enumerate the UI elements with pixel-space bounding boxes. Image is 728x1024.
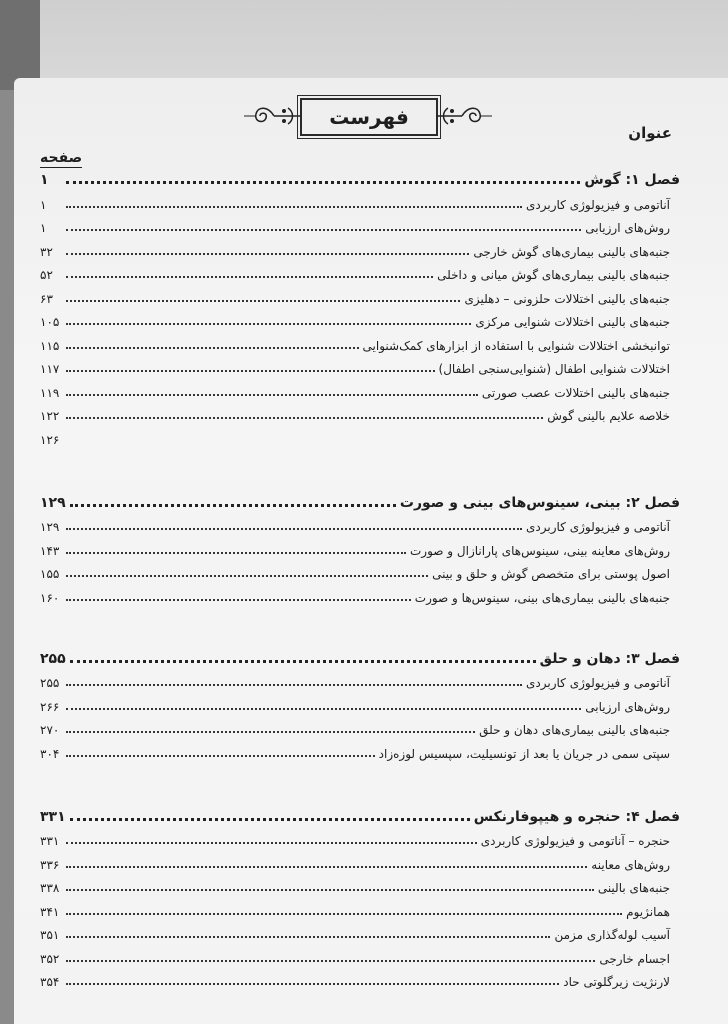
chapter-heading[interactable]: [40, 799, 680, 825]
item-page-number: ۳۰۴: [40, 746, 60, 761]
item-page-number: ۲۵۵: [40, 676, 60, 690]
item-page-number: ۳۵۴: [40, 975, 60, 989]
chapter-gap: [40, 761, 680, 799]
dot-leader: [66, 707, 581, 710]
item-title: جنبه‌های بالینی بیماری‌های دهان و حلق: [479, 723, 670, 737]
dot-leader: [66, 888, 594, 891]
chapter-heading[interactable]: [40, 641, 680, 667]
dot-leader: [66, 393, 478, 396]
dot-leader: [66, 935, 550, 938]
column-title-heading: عنوان: [628, 124, 672, 142]
item-title: آسیب لوله‌گذاری مزمن: [554, 928, 670, 942]
chapter-heading[interactable]: [40, 485, 680, 511]
list-item[interactable]: [40, 306, 680, 330]
item-title: روش‌های ارزیابی: [585, 699, 670, 714]
item-page-number: ۲۷۰: [40, 723, 60, 737]
chapter-title: فصل ۲: بینی، سینوس‌های بینی و صورت: [399, 494, 680, 511]
dot-leader: [66, 299, 460, 302]
dot-leader: [66, 982, 559, 985]
ornament-left-icon: [244, 102, 300, 130]
item-title: روش‌های معاینه: [591, 857, 670, 872]
chapter-page-number: ۱۲۹: [40, 494, 66, 511]
item-page-number: ۱: [40, 221, 47, 235]
list-item[interactable]: [40, 872, 680, 896]
dot-leader: [66, 730, 475, 733]
chapter-title: فصل ۴: حنجره و هیپوفارنکس: [473, 808, 680, 825]
item-title: خلاصه علایم بالینی گوش: [547, 409, 670, 423]
list-item[interactable]: [40, 581, 680, 605]
list-item[interactable]: [40, 423, 680, 447]
table-of-contents: [40, 162, 680, 989]
toc-header-box: [300, 98, 438, 136]
item-title: جنبه‌های بالینی: [597, 881, 670, 895]
item-page-number: ۱۲۹: [40, 520, 60, 534]
item-page-number: ۱: [40, 197, 47, 212]
item-title: روش‌های معاینه بینی، سینوس‌های پارانازال و صورت: [410, 543, 670, 558]
chapter-page-number: ۳۳۱: [40, 808, 66, 825]
list-item[interactable]: [40, 942, 680, 966]
dot-leader: [66, 574, 428, 577]
dot-leader: [66, 959, 595, 962]
item-page-number: ۱۱۵: [40, 338, 60, 353]
list-item[interactable]: [40, 558, 680, 582]
list-item[interactable]: [40, 690, 680, 714]
dot-leader: [66, 551, 406, 554]
item-title: آناتومی و فیزیولوژی کاربردی: [526, 520, 670, 534]
dot-leader: [70, 503, 396, 507]
item-title: جنبه‌های بالینی اختلالات عصب صورتی: [481, 385, 670, 400]
list-item[interactable]: [40, 919, 680, 943]
item-title: همانژیوم: [626, 904, 670, 919]
item-page-number: ۳۳۱: [40, 834, 60, 848]
item-page-number: ۵۲: [40, 268, 53, 282]
chapter-title: فصل ۱: گوش: [584, 172, 680, 188]
list-item[interactable]: [40, 966, 680, 990]
item-title: حنجره – آناتومی و فیزیولوژی کاربردی: [480, 834, 670, 848]
item-title: اصول پوستی برای متخصص گوش و حلق و بینی: [432, 567, 670, 581]
dot-leader: [66, 527, 522, 530]
dot-leader: [66, 322, 471, 325]
dot-leader: [66, 252, 469, 255]
dot-leader: [66, 346, 359, 349]
header-ornament-frame: [244, 96, 492, 136]
item-title: آناتومی و فیزیولوژی کاربردی: [526, 197, 670, 212]
item-page-number: ۳۵۱: [40, 928, 60, 942]
dot-leader: [66, 228, 581, 231]
dot-leader: [66, 754, 375, 757]
list-item[interactable]: [40, 259, 680, 283]
item-page-number: ۲۶۶: [40, 699, 60, 714]
item-page-number: ۱۱۷: [40, 362, 60, 376]
dot-leader: [66, 865, 587, 868]
dot-leader: [66, 369, 435, 372]
item-title: آناتومی و فیزیولوژی کاربردی: [526, 676, 670, 690]
item-page-number: ۳۳۸: [40, 881, 60, 895]
ornament-right-icon: [436, 102, 492, 130]
item-page-number: ۱۲۲: [40, 409, 60, 423]
item-page-number: ۱۰۵: [40, 315, 60, 329]
list-item[interactable]: [40, 188, 680, 212]
chapter-page-number: ۲۵۵: [40, 650, 66, 667]
dot-leader: [66, 275, 433, 278]
item-page-number: ۱۱۹: [40, 385, 60, 400]
dot-leader: [66, 683, 522, 686]
list-item[interactable]: [40, 376, 680, 400]
dot-leader: [66, 440, 666, 443]
chapter-gap: [40, 447, 680, 485]
item-title: جنبه‌های بالینی اختلالات شنوایی مرکزی: [475, 315, 670, 329]
item-title: جنبه‌های بالینی بیماری‌های گوش خارجی: [473, 244, 670, 259]
list-item[interactable]: [40, 329, 680, 353]
item-page-number: ۳۲: [40, 244, 53, 259]
item-title: جنبه‌های بالینی اختلالات حلزونی – دهلیزی: [464, 291, 670, 306]
dot-leader: [66, 180, 580, 184]
dot-leader: [66, 205, 522, 208]
chapter-4: [40, 799, 680, 990]
item-page-number: ۶۳: [40, 291, 53, 306]
item-page-number: ۱۵۵: [40, 567, 60, 581]
list-item[interactable]: [40, 667, 680, 691]
list-item[interactable]: [40, 511, 680, 535]
item-title: اختلالات شنوایی اطفال (شنوایی‌سنجی اطفال): [438, 362, 670, 376]
item-page-number: ۳۵۲: [40, 951, 60, 966]
item-page-number: ۱۲۶: [40, 432, 60, 447]
list-item[interactable]: [40, 895, 680, 919]
dot-leader: [66, 598, 411, 601]
list-item[interactable]: [40, 534, 680, 558]
item-page-number: ۳۳۶: [40, 857, 60, 872]
toc-title: فهرست: [329, 105, 409, 129]
chapter-heading[interactable]: [40, 162, 680, 188]
chapter-gap: [40, 605, 680, 641]
item-title: سپتی سمی در جریان یا بعد از تونسیلیت، سپسیس لوزه‌زاد: [378, 746, 670, 761]
item-title: لارنژیت زیرگلوتی حاد: [563, 975, 670, 989]
column-page-heading: صفحه: [40, 150, 83, 166]
toc-page: [14, 78, 728, 1024]
chapter-3: [40, 641, 680, 761]
list-item[interactable]: [40, 235, 680, 259]
item-page-number: ۳۴۱: [40, 904, 60, 919]
list-item[interactable]: [40, 737, 680, 761]
item-title: اجسام خارجی: [599, 951, 670, 966]
chapter-1: [40, 162, 680, 447]
item-title: جنبه‌های بالینی بیماری‌های بینی، سینوس‌ها و صورت: [414, 590, 670, 605]
list-item[interactable]: [40, 212, 680, 236]
chapter-title: فصل ۳: دهان و حلق: [539, 650, 680, 667]
item-title: روش‌های ارزیابی: [585, 221, 670, 235]
dot-leader: [66, 841, 477, 844]
dot-leader: [70, 817, 470, 821]
list-item[interactable]: [40, 400, 680, 424]
item-title: توانبخشی اختلالات شنوایی با استفاده از ابزارهای کمک‌شنوایی: [362, 338, 670, 353]
background-page: [0, 0, 728, 90]
list-item[interactable]: [40, 825, 680, 849]
list-item[interactable]: [40, 282, 680, 306]
list-item[interactable]: [40, 714, 680, 738]
book-spine: [0, 0, 40, 90]
chapter-page-number: ۱: [40, 172, 49, 188]
dot-leader: [70, 659, 536, 663]
dot-leader: [66, 912, 622, 915]
chapter-2: [40, 485, 680, 605]
item-title: جنبه‌های بالینی بیماری‌های گوش میانی و داخلی: [437, 268, 670, 282]
item-page-number: ۱۴۳: [40, 543, 60, 558]
list-item[interactable]: [40, 353, 680, 377]
list-item[interactable]: [40, 848, 680, 872]
item-page-number: ۱۶۰: [40, 590, 60, 605]
dot-leader: [66, 416, 543, 419]
